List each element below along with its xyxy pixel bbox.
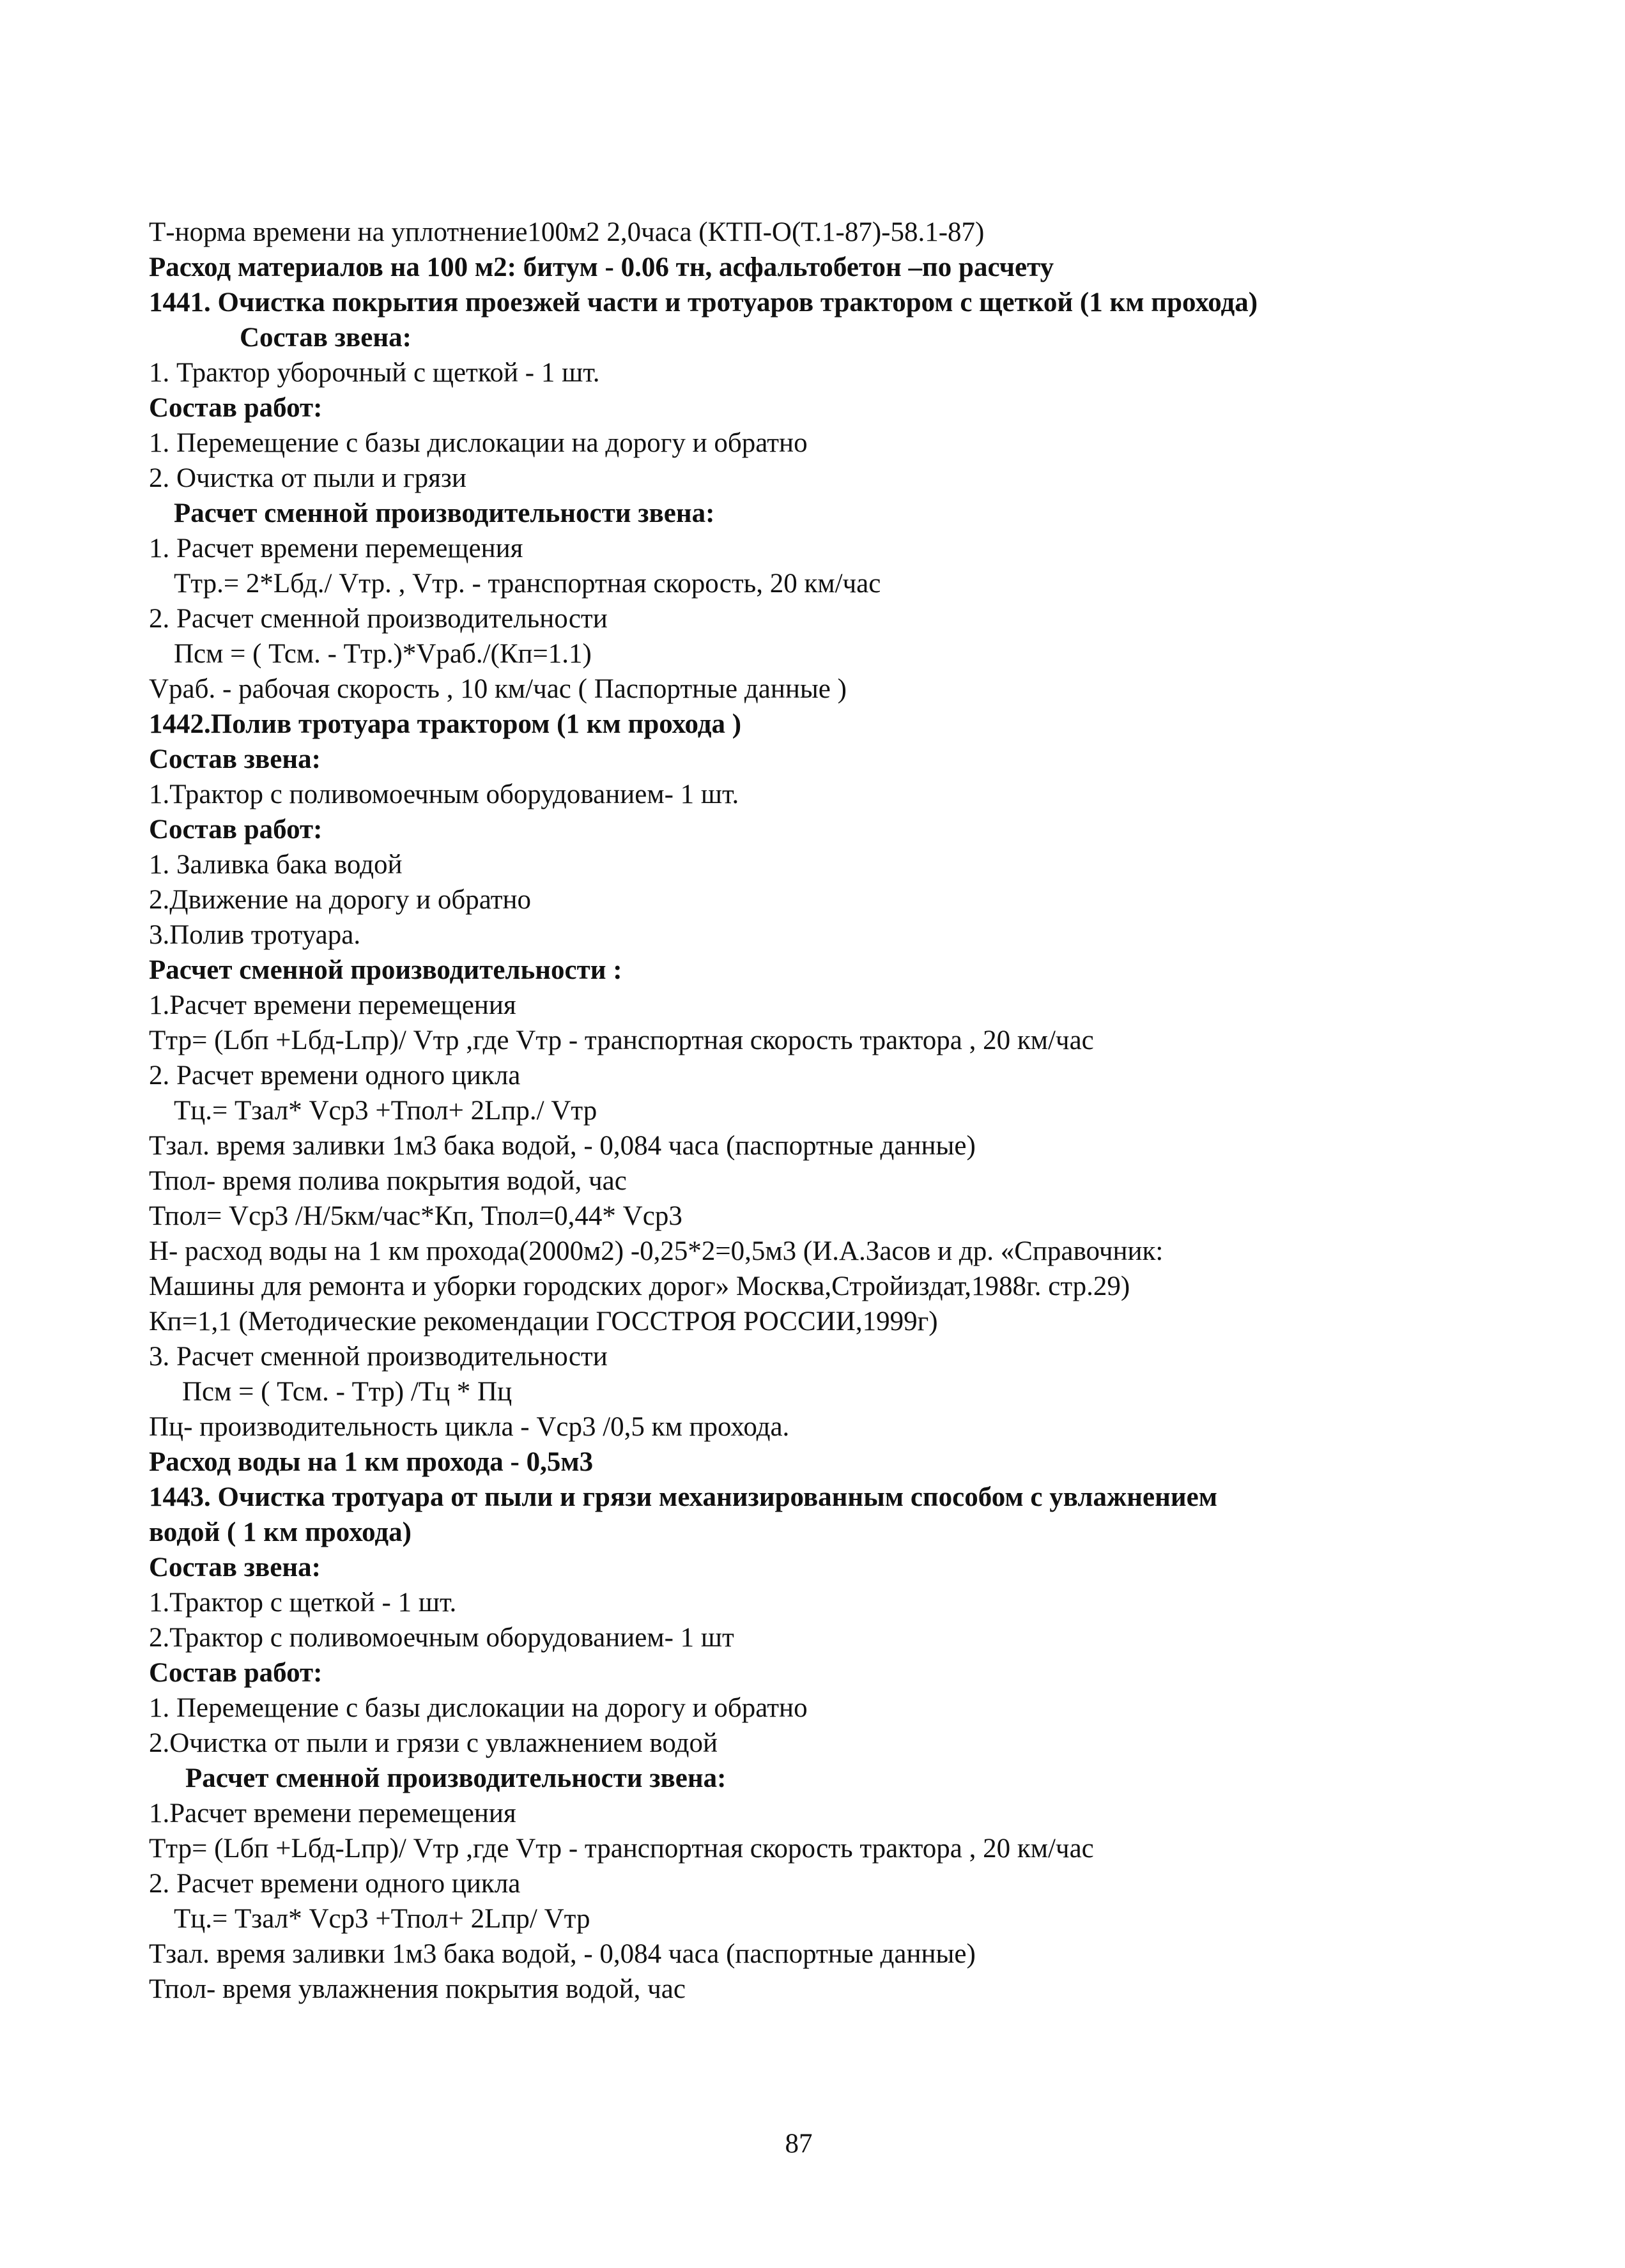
text-line: 2.Трактор с поливомоечным оборудованием- 1 шт — [149, 1623, 734, 1653]
text-line: 1. Трактор уборочный с щеткой - 1 шт. — [149, 358, 600, 388]
formula-line: Тпол= Vср3 /Н/5км/час*Кп, Тпол=0,44* Vср3 — [149, 1201, 682, 1231]
formula-line: Тц.= Тзал* Vср3 +Тпол+ 2Lпр./ Vтр — [174, 1096, 597, 1126]
text-line: 1.Расчет времени перемещения — [149, 990, 516, 1020]
page-number: 87 — [785, 2129, 813, 2159]
crew-heading: Состав звена: — [240, 323, 412, 353]
text-line: 2. Расчет времени одного цикла — [149, 1061, 521, 1091]
crew-heading: Состав звена: — [149, 1552, 321, 1582]
text-line: 1. Перемещение с базы дислокации на дорогу и обратно — [149, 428, 808, 458]
text-line: Н- расход воды на 1 км прохода(2000м2) -0,25*2=0,5м3 (И.А.Засов и др. «Справочник: — [149, 1236, 1164, 1266]
text-line: 1. Заливка бака водой — [149, 850, 403, 880]
section-1443-heading-cont: водой ( 1 км прохода) — [149, 1517, 412, 1547]
text-line: 1. Перемещение с базы дислокации на дорогу и обратно — [149, 1693, 808, 1723]
formula-line: Ттр= (Lбп +Lбд-Lпр)/ Vтр ,где Vтр - транспортная скорость трактора , 20 км/час — [149, 1834, 1094, 1864]
text-line: 1. Расчет времени перемещения — [149, 533, 523, 563]
water-consumption-heading: Расход воды на 1 км прохода - 0,5м3 — [149, 1447, 594, 1477]
text-line: Пц- производительность цикла - Vср3 /0,5 км прохода. — [149, 1412, 790, 1442]
text-line-norm: Т-норма времени на уплотнение100м2 2,0часа (КТП-О(Т.1-87)-58.1-87) — [149, 217, 985, 247]
materials-heading: Расход материалов на 100 м2: битум - 0.06 тн, асфальтобетон –по расчету — [149, 252, 1054, 282]
text-line: 2.Движение на дорогу и обратно — [149, 885, 532, 915]
text-line: Vраб. - рабочая скорость , 10 км/час ( Паспортные данные ) — [149, 674, 847, 704]
formula-line: Ттр= (Lбп +Lбд-Lпр)/ Vтр ,где Vтр - транспортная скорость трактора , 20 км/час — [149, 1025, 1094, 1055]
crew-heading: Состав звена: — [149, 744, 321, 774]
text-line: 1.Трактор с поливомоечным оборудованием- 1 шт. — [149, 779, 739, 809]
text-line: 1.Трактор с щеткой - 1 шт. — [149, 1588, 457, 1618]
works-heading: Состав работ: — [149, 393, 323, 423]
text-line: 2.Очистка от пыли и грязи с увлажнением водой — [149, 1728, 718, 1758]
calc-heading: Расчет сменной производительности : — [149, 955, 622, 985]
formula-line: Тц.= Тзал* Vср3 +Тпол+ 2Lпр/ Vтр — [174, 1904, 590, 1934]
text-line: 3. Расчет сменной производительности — [149, 1342, 608, 1372]
text-line: 2. Расчет времени одного цикла — [149, 1869, 521, 1899]
text-line: Тзал. время заливки 1м3 бака водой, - 0,084 часа (паспортные данные) — [149, 1939, 976, 1969]
works-heading: Состав работ: — [149, 815, 323, 845]
text-line: Тпол- время полива покрытия водой, час — [149, 1166, 627, 1196]
text-line: Тзал. время заливки 1м3 бака водой, - 0,084 часа (паспортные данные) — [149, 1131, 976, 1161]
section-1442-heading: 1442.Полив тротуара трактором (1 км прохода ) — [149, 709, 742, 739]
works-heading: Состав работ: — [149, 1658, 323, 1688]
formula-line: Псм = ( Тсм. - Ттр.)*Vраб./(Кп=1.1) — [174, 639, 592, 669]
text-line: 1.Расчет времени перемещения — [149, 1798, 516, 1828]
text-line: Кп=1,1 (Методические рекомендации ГОССТРОЯ РОССИИ,1999г) — [149, 1306, 938, 1337]
section-1441-heading: 1441. Очистка покрытия проезжей части и тротуаров трактором с щеткой (1 км прохода) — [149, 287, 1258, 318]
calc-heading: Расчет сменной производительности звена: — [185, 1763, 727, 1793]
formula-line: Псм = ( Тсм. - Ттр) /Тц * Пц — [182, 1377, 512, 1407]
calc-heading: Расчет сменной производительности звена: — [174, 498, 715, 528]
text-line: Машины для ремонта и уборки городских дорог» Москва,Стройиздат,1988г. стр.29) — [149, 1271, 1130, 1301]
section-1443-heading: 1443. Очистка тротуара от пыли и грязи механизированным способом с увлажнением — [149, 1482, 1218, 1512]
text-line: Тпол- время увлажнения покрытия водой, час — [149, 1974, 686, 2004]
text-line: 2. Расчет сменной производительности — [149, 604, 608, 634]
text-line: 2. Очистка от пыли и грязи — [149, 463, 466, 493]
formula-line: Ттр.= 2*Lбд./ Vтр. , Vтр. - транспортная скорость, 20 км/час — [174, 569, 881, 599]
text-line: 3.Полив тротуара. — [149, 920, 361, 950]
